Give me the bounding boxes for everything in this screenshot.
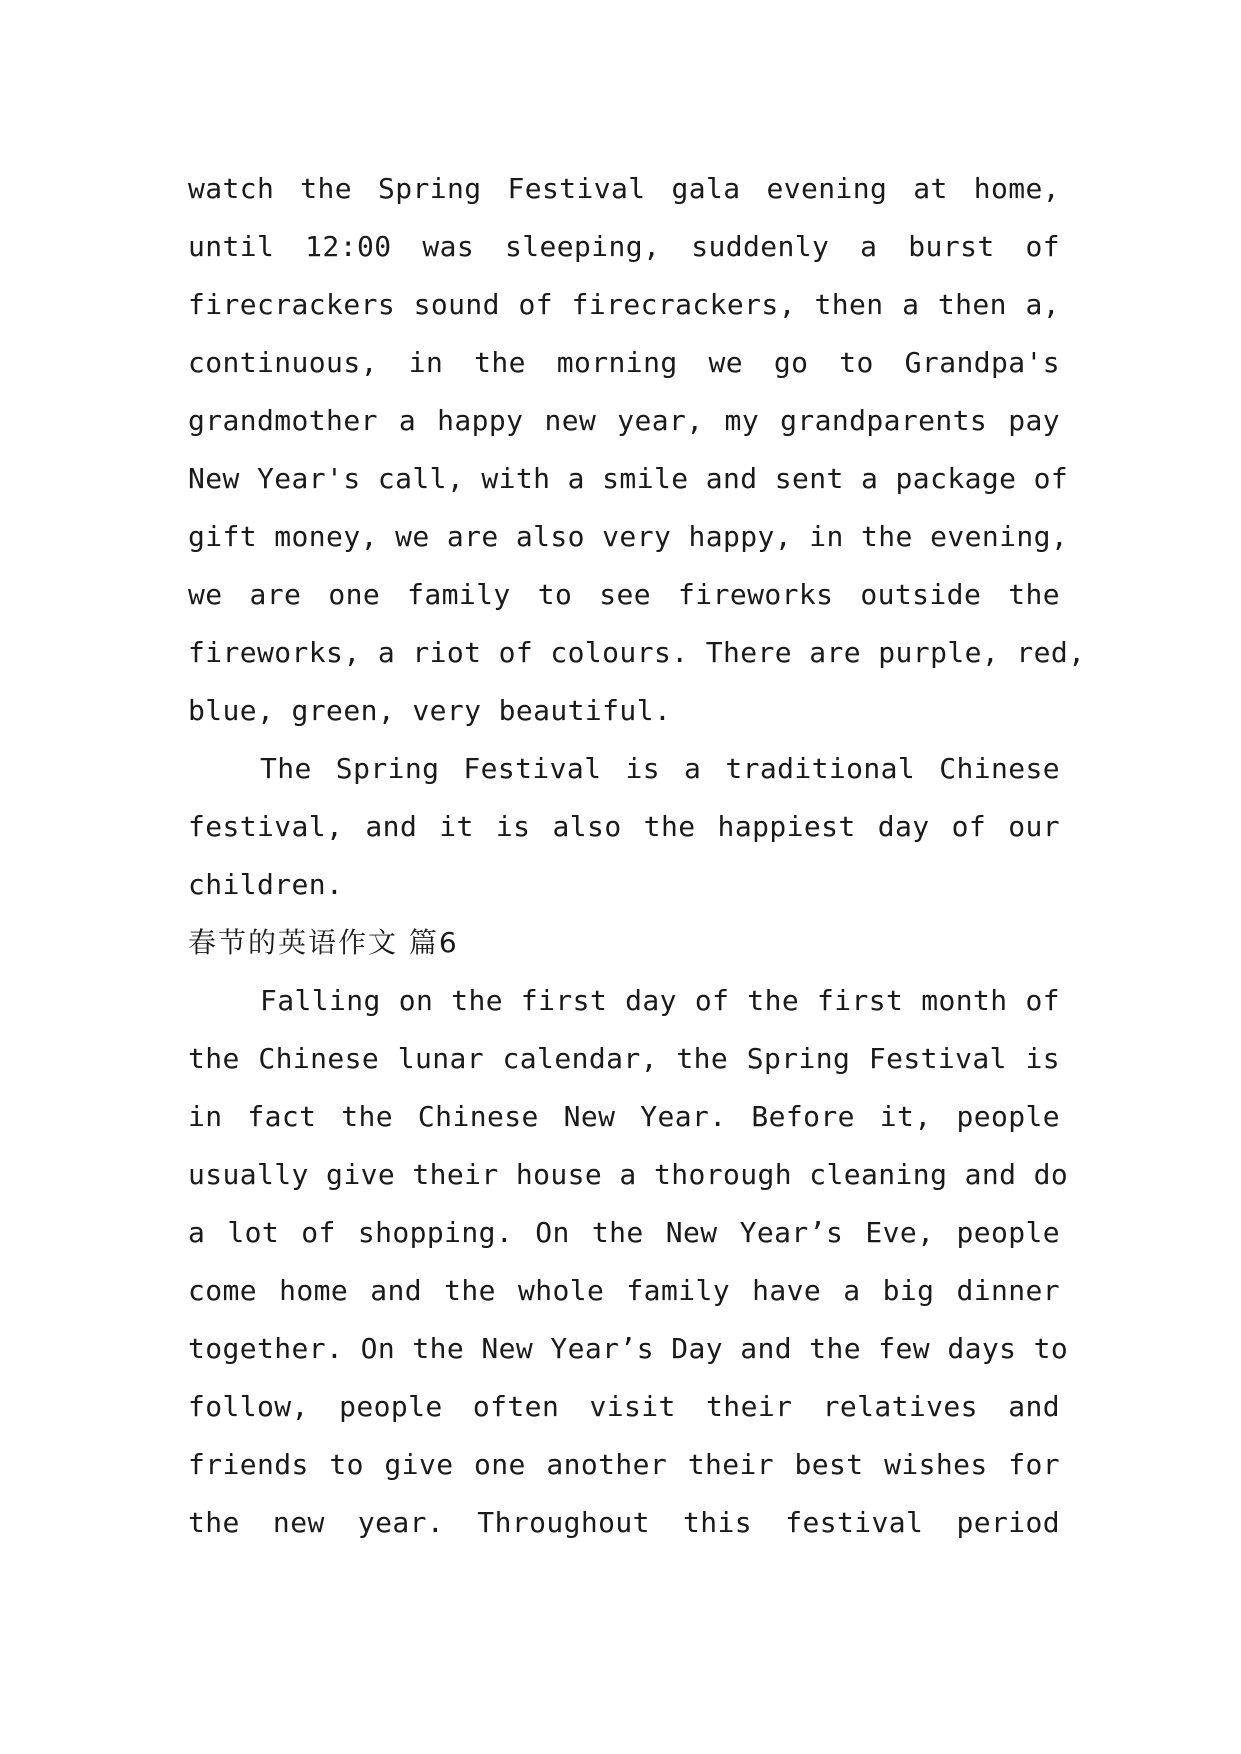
paragraph-closing [188,740,1060,914]
paragraph-continued [188,160,1086,740]
text-line: children. [188,868,344,901]
text-line: friends to give one another their best wishes for [188,1448,1060,1481]
text-line: the new year. Throughout this festival period [188,1506,1060,1539]
text-line: usually give their house a thorough cleaning and do [188,1158,1069,1191]
text-line: follow, people often visit their relatives and [188,1390,1060,1423]
text-line: firecrackers sound of firecrackers, then a then a, [188,288,1060,321]
text-line: fireworks, a riot of colours. There are purple, red, [188,636,1086,669]
text-line: the Chinese lunar calendar, the Spring Festival is [188,1042,1060,1075]
text-line: we are one family to see fireworks outside the [188,578,1060,611]
text-line: continuous, in the morning we go to Grandpa's [188,346,1060,379]
text-line: festival, and it is also the happiest day of our [188,810,1060,843]
text-line: in fact the Chinese New Year. Before it, people [188,1100,1060,1133]
section-heading: 春节的英语作文 篇6 [188,926,459,959]
text-line: until 12:00 was sleeping, suddenly a burst of [188,230,1060,263]
text-line: watch the Spring Festival gala evening at home, [188,172,1060,205]
text-line: blue, green, very beautiful. [188,694,672,727]
text-line: Falling on the first day of the first month of [260,984,1060,1017]
document-page [188,160,1086,1552]
text-line: together. On the New Year’s Day and the few days to [188,1332,1069,1365]
text-line: come home and the whole family have a big dinner [188,1274,1060,1307]
text-line: a lot of shopping. On the New Year’s Eve, people [188,1216,1060,1249]
text-line: grandmother a happy new year, my grandparents pay [188,404,1060,437]
text-line: New Year's call, with a smile and sent a package of [188,462,1069,495]
text-line: The Spring Festival is a traditional Chinese [260,752,1060,785]
text-line: gift money, we are also very happy, in the evening, [188,520,1069,553]
paragraph-section-6 [188,972,1069,1552]
